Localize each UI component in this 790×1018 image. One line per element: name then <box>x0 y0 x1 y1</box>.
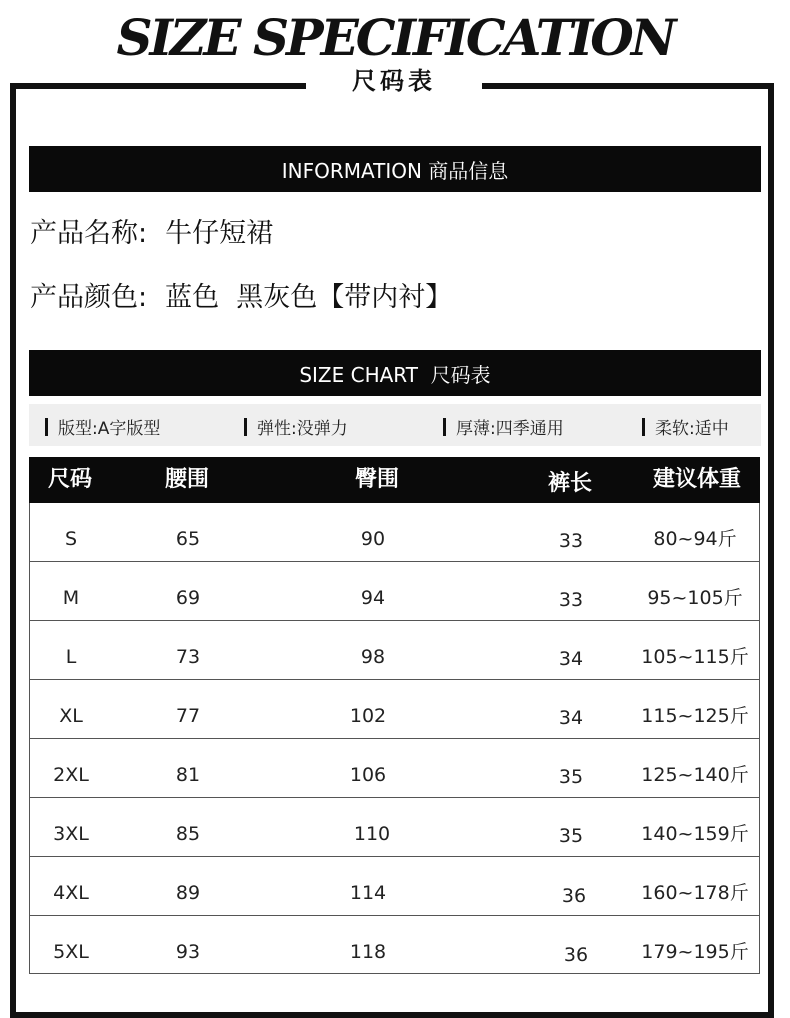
table-row <box>29 680 760 739</box>
cell-length: 36 <box>563 944 589 966</box>
cell-weight: 179~195斤 <box>641 941 749 963</box>
cell-weight: 140~159斤 <box>641 823 749 845</box>
table-row <box>29 621 760 680</box>
cell-length: 35 <box>558 825 584 847</box>
cell-hip: 110 <box>353 823 391 845</box>
cell-weight: 160~178斤 <box>641 882 749 904</box>
cell-size: XL <box>59 705 83 727</box>
cell-weight: 105~115斤 <box>641 646 749 668</box>
marker-icon <box>443 418 446 436</box>
cell-size: 3XL <box>53 823 89 845</box>
table-row <box>29 739 760 798</box>
attribute-elasticity <box>244 414 348 439</box>
page-subtitle: 尺码表 <box>352 67 436 95</box>
product-color-label: 产品颜色: <box>30 282 148 313</box>
table-row <box>29 503 760 562</box>
product-color-value: 蓝色 黑灰色【带内衬】 <box>165 282 453 313</box>
attribute-label: 柔软: <box>655 419 695 439</box>
attribute-softness <box>642 414 729 439</box>
cell-hip: 102 <box>349 705 387 727</box>
product-name-label: 产品名称: <box>30 218 148 249</box>
attributes-strip <box>29 404 761 446</box>
cell-size: S <box>64 528 78 550</box>
product-color-line <box>30 280 452 316</box>
page-title: SIZE SPECIFICATION <box>116 8 674 67</box>
attribute-label: 弹性: <box>257 419 297 439</box>
table-row <box>29 916 760 974</box>
attribute-value: 适中 <box>694 419 729 439</box>
cell-weight: 115~125斤 <box>641 705 749 727</box>
size-chart-bar-label: SIZE CHART 尺码表 <box>299 362 491 387</box>
information-bar <box>29 146 761 192</box>
attribute-fit <box>45 414 160 439</box>
cell-hip: 106 <box>349 764 387 786</box>
cell-weight: 95~105斤 <box>647 587 743 609</box>
cell-size: 2XL <box>53 764 89 786</box>
header-waist: 腰围 <box>164 467 209 492</box>
cell-weight: 80~94斤 <box>653 528 737 550</box>
table-header <box>29 457 760 503</box>
size-chart-bar <box>29 350 761 396</box>
attribute-label: 厚薄: <box>456 419 496 439</box>
attribute-label: 版型: <box>58 419 98 439</box>
attribute-value: 四季通用 <box>495 419 564 439</box>
product-name-value: 牛仔短裙 <box>165 218 274 249</box>
cell-length: 36 <box>561 885 587 907</box>
marker-icon <box>45 418 48 436</box>
header-weight: 建议体重 <box>652 467 741 492</box>
cell-waist: 89 <box>175 882 201 904</box>
product-name-line <box>30 216 273 252</box>
header-size: 尺码 <box>47 467 92 492</box>
cell-hip: 94 <box>360 587 386 609</box>
table-row <box>29 562 760 621</box>
cell-size: M <box>62 587 80 609</box>
attribute-value: 没弹力 <box>296 419 348 439</box>
cell-hip: 98 <box>360 646 386 668</box>
attribute-thickness <box>443 414 564 439</box>
table-row <box>29 857 760 916</box>
cell-waist: 65 <box>175 528 201 550</box>
attribute-value: A字版型 <box>97 419 161 439</box>
cell-waist: 85 <box>175 823 201 845</box>
cell-length: 33 <box>558 589 584 611</box>
marker-icon <box>642 418 645 436</box>
information-bar-label: INFORMATION 商品信息 <box>281 158 509 183</box>
cell-length: 33 <box>558 530 584 552</box>
cell-waist: 81 <box>175 764 201 786</box>
header-length: 裤长 <box>547 471 592 496</box>
table-row <box>29 798 760 857</box>
cell-length: 34 <box>558 648 584 670</box>
cell-hip: 118 <box>349 941 387 963</box>
cell-weight: 125~140斤 <box>641 764 749 786</box>
cell-waist: 93 <box>175 941 201 963</box>
cell-length: 34 <box>558 707 584 729</box>
marker-icon <box>244 418 247 436</box>
bottom-rule <box>10 1012 774 1018</box>
size-table <box>29 457 760 974</box>
cell-waist: 69 <box>175 587 201 609</box>
cell-size: L <box>65 646 77 668</box>
cell-size: 5XL <box>53 941 89 963</box>
cell-size: 4XL <box>53 882 89 904</box>
cell-waist: 77 <box>175 705 201 727</box>
header-hip: 臀围 <box>354 467 399 492</box>
cell-hip: 114 <box>349 882 387 904</box>
cell-length: 35 <box>558 766 584 788</box>
cell-waist: 73 <box>175 646 201 668</box>
cell-hip: 90 <box>360 528 386 550</box>
